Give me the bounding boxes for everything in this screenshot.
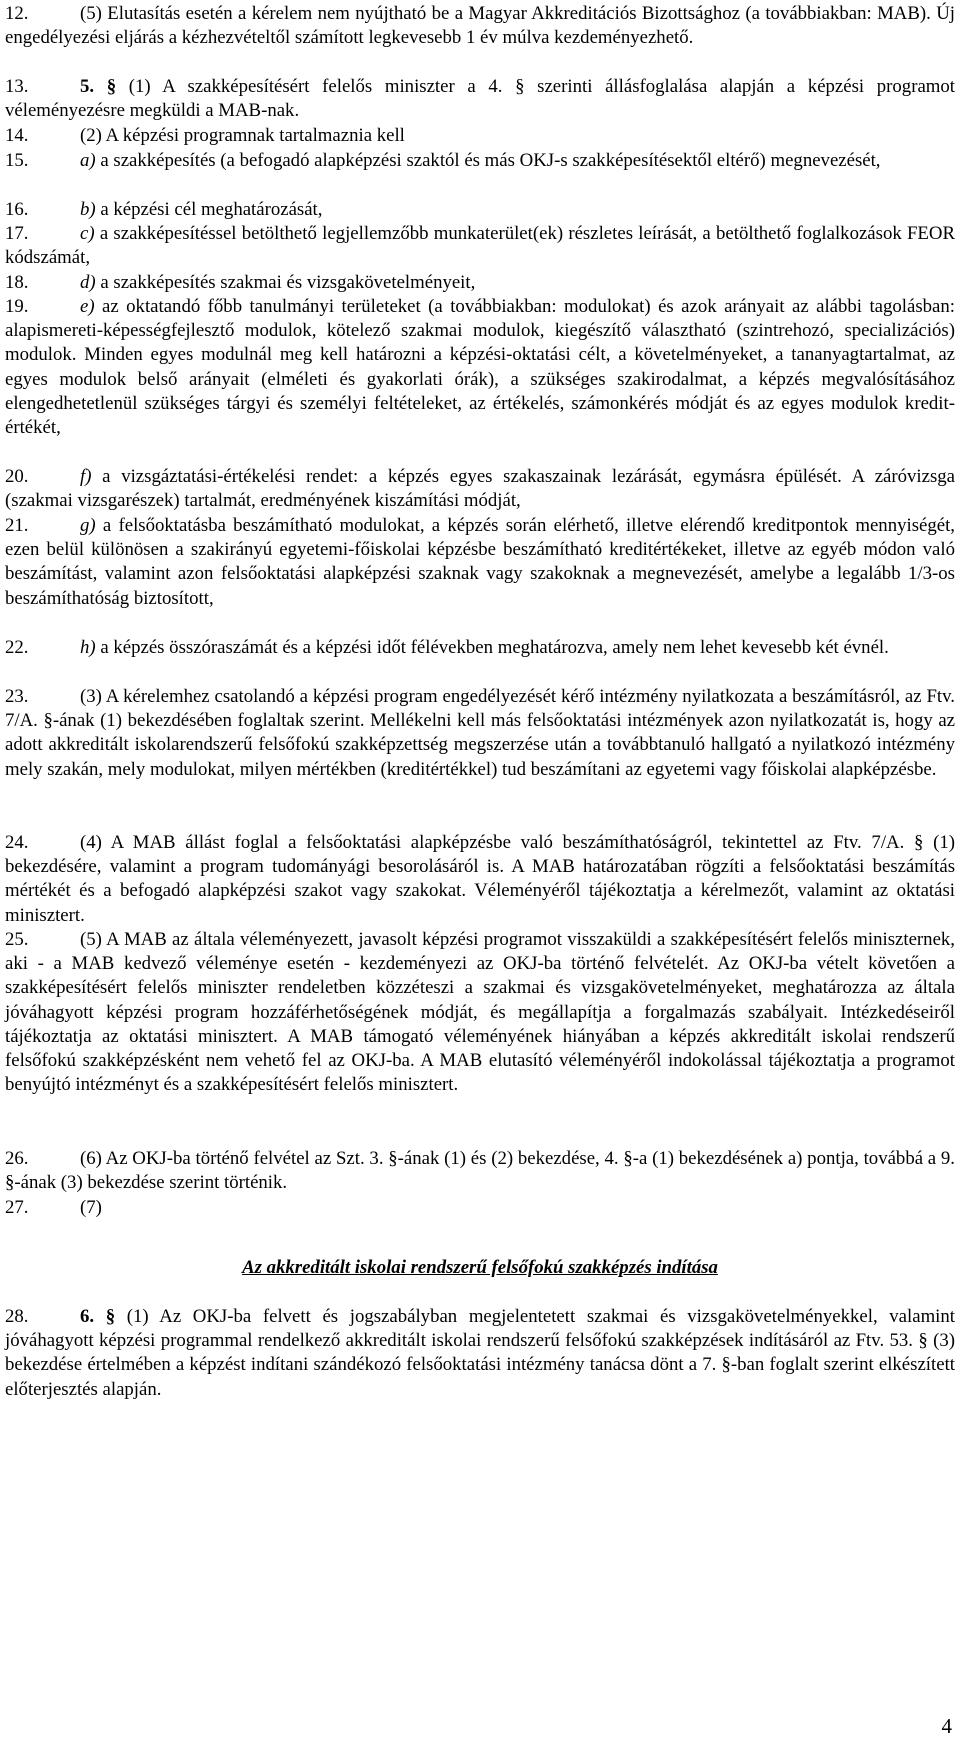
- paragraph-text: (4) A MAB állást foglal a felsőoktatási alapképzésbe való beszámíthatóságról, tekintettel az Ftv. 7/A. § (1) bekezdésére, valamint a program tudományági besorolásáról is. A MAB határozatában rögzíti a felsőoktatási beszámítás mértékét és a befogadó alapképzési szakot vagy szakokat. Véleményéről tájékoztatja a kérelmezőt, valamint az oktatási minisztert.: [5, 832, 955, 926]
- paragraph-27: [5, 1196, 955, 1220]
- paragraph-25: [5, 928, 955, 1097]
- paragraph-23: [5, 685, 955, 782]
- paragraph-text: (1) Az OKJ-ba felvett és jogszabályban megjelentetett szakmai és vizsgakövetelményekkel, valamint jóváhagyott képzési programmal rendelkező akkreditált iskolai rendszerű felsőfokú szakképzések indításáról az Ftv. 53. § (3) bekezdése értelmében a képzést indítani szándékozó felsőoktatási intézmény tanácsa dönt a 7. §-ban foglalt szerint elkészített előterjesztés alapján.: [5, 1306, 955, 1400]
- paragraph-text: a szakképesítés (a befogadó alapképzési szaktól és más OKJ-s szakképesítésektől eltérő) megnevezését,: [95, 150, 881, 171]
- paragraph-number: 25.: [5, 929, 29, 950]
- paragraph-number: 19.: [5, 296, 29, 317]
- paragraph-number: 14.: [5, 125, 29, 146]
- paragraph-text: (1) A szakképesítésért felelős miniszter a 4. § szerinti állásfoglalása alapján a képzési programot véleményezésre megküldi a MAB-nak.: [5, 76, 955, 122]
- paragraph-26: [5, 1147, 955, 1195]
- paragraph-24: [5, 831, 955, 928]
- paragraph-text: a szakképesítéssel betölthető legjellemzőbb munkaterület(ek) részletes leírását, a betölthető foglalkozások FEOR kódszámát,: [5, 223, 955, 269]
- paragraph-15: [5, 149, 955, 173]
- item-label: b): [80, 199, 96, 220]
- paragraph-number: 13.: [5, 76, 29, 97]
- paragraph-17: [5, 222, 955, 270]
- paragraph-text: (3) A kérelemhez csatolandó a képzési program engedélyezését kérő intézmény nyilatkozata a beszámításról, az Ftv. 7/A. §-ának (1) bekezdésében foglaltak szerint. Mellékelni kell más felsőoktatási intézmények azon nyilatkozatát is, hogy az adott akkreditált iskolarendszerű felsőfokú szakképzettség megszerzése után a továbbtanuló hallgató a nyilatkozó intézmény mely szakán, mely modulokat, milyen mértékben (kreditértékkel) tud beszámítani az egyetemi vagy főiskolai alapképzésbe.: [5, 686, 955, 780]
- paragraph-18: [5, 271, 955, 295]
- paragraph-12: [5, 2, 955, 50]
- section-heading: Az akkreditált iskolai rendszerű felsőfokú szakképzés indítása: [242, 1257, 718, 1278]
- paragraph-20: [5, 465, 955, 513]
- paragraph-text: a vizsgáztatási-értékelési rendet: a képzés egyes szakaszainak lezárását, egymásra épülését. A záróvizsga (szakmai vizsgarészek) tartalmát, eredményének kiszámítási módját,: [5, 466, 955, 512]
- item-label: f): [80, 466, 92, 487]
- paragraph-text: (5) A MAB az általa véleményezett, javasolt képzési programot visszaküldi a szakképesítésért felelős miniszternek, aki - a MAB kedvező véleménye esetén - kezdeményezi az OKJ-ba történő felvételét. Az OKJ-ba vételt követően a szakképesítésért felelős miniszter rendeletben közzéteszi a szakmai és vizsgakövetelményeket, meghatározza az általa jóváhagyott képzési program hozzáférhetőségének módját, és megállapítja a forgalmazás szabályait. Intézkedéseiről tájékoztatja az oktatási minisztert. A MAB támogató véleményének hiányában a képzés akkreditált iskolai rendszerű felsőfokú szakképzésként nem vehető fel az OKJ-ba. A MAB elutasító véleményéről indokolással tájékoztatja a programot benyújtó intézményt és a szakképesítésért felelős minisztert.: [5, 929, 955, 1096]
- paragraph-number: 28.: [5, 1306, 29, 1327]
- paragraph-number: 17.: [5, 223, 29, 244]
- paragraph-22: [5, 636, 955, 660]
- paragraph-number: 27.: [5, 1197, 29, 1218]
- paragraph-text: a képzési cél meghatározását,: [95, 199, 323, 220]
- paragraph-number: 24.: [5, 832, 29, 853]
- section-marker: 5. §: [80, 76, 129, 97]
- paragraph-text: (7): [80, 1197, 102, 1218]
- item-label: e): [80, 296, 95, 317]
- paragraph-number: 22.: [5, 637, 29, 658]
- item-label: h): [80, 637, 96, 658]
- paragraph-text: az oktatandó főbb tanulmányi területeket (a továbbiakban: modulokat) és azok arányait az alábbi tagolásban: alapismereti-képességfejlesztő modulok, kötelező szakmai modulok, kiegészítő választható (szintrehozó, specializációs) modulok. Minden egyes modulnál meg kell határozni a képzési-oktatási célt, a követelményeket, a tananyagtartalmat, az egyes modulok belső arányait (elméleti és gyakorlati órák), a szükséges szakirodalmat, a képzés megvalósításához elengedhetetlenül szükséges tárgyi és személyi feltételeket, az értékelés, számonkérés módját és az egyes modulok kredit-értékét,: [5, 296, 955, 439]
- paragraph-number: 12.: [5, 3, 29, 24]
- paragraph-text: a szakképesítés szakmai és vizsgakövetelményeit,: [95, 272, 476, 293]
- paragraph-28: [5, 1305, 955, 1402]
- paragraph-text: (6) Az OKJ-ba történő felvétel az Szt. 3. §-ának (1) és (2) bekezdése, 4. §-a (1) bekezdésének a) pontja, továbbá a 9. §-ának (3) bekezdése szerint történik.: [5, 1148, 955, 1194]
- paragraph-number: 21.: [5, 515, 29, 536]
- paragraph-number: 18.: [5, 272, 29, 293]
- paragraph-19: [5, 295, 955, 440]
- page-number: 4: [941, 1714, 952, 1738]
- paragraph-number: 15.: [5, 150, 29, 171]
- paragraph-14: [5, 124, 955, 148]
- paragraph-16: [5, 198, 955, 222]
- paragraph-number: 20.: [5, 466, 29, 487]
- paragraph-number: 23.: [5, 686, 29, 707]
- paragraph-text: (2) A képzési programnak tartalmaznia kell: [80, 125, 405, 146]
- paragraph-21: [5, 514, 955, 611]
- item-label: d): [80, 272, 96, 293]
- paragraph-text: a képzés összóraszámát és a képzési időt félévekben meghatározva, amely nem lehet kevesebb két évnél.: [95, 637, 889, 658]
- paragraph-text: a felsőoktatásba beszámítható modulokat, a képzés során elérhető, illetve elérendő kreditpontok mennyiségét, ezen belül különösen a szakirányú egyetemi-főiskolai képzésbe beszámítható kreditértékeket, illetve az egyéb módon való beszámítást, valamint azon felsőoktatási alapképzési szaknak vagy szakoknak a megnevezését, amelybe a legalább 1/3-os beszámíthatóság biztosított,: [5, 515, 955, 609]
- section-marker: 6. §: [80, 1306, 127, 1327]
- item-label: g): [80, 515, 96, 536]
- paragraph-text: (5) Elutasítás esetén a kérelem nem nyújtható be a Magyar Akkreditációs Bizottsághoz (a továbbiakban: MAB). Új engedélyezési eljárás a kézhezvételtől számított legkevesebb 1 év múlva kezdeményezhető.: [5, 3, 955, 49]
- paragraph-number: 26.: [5, 1148, 29, 1169]
- paragraph-number: 16.: [5, 199, 29, 220]
- paragraph-13: [5, 75, 955, 123]
- item-label: c): [80, 223, 95, 244]
- item-label: a): [80, 150, 96, 171]
